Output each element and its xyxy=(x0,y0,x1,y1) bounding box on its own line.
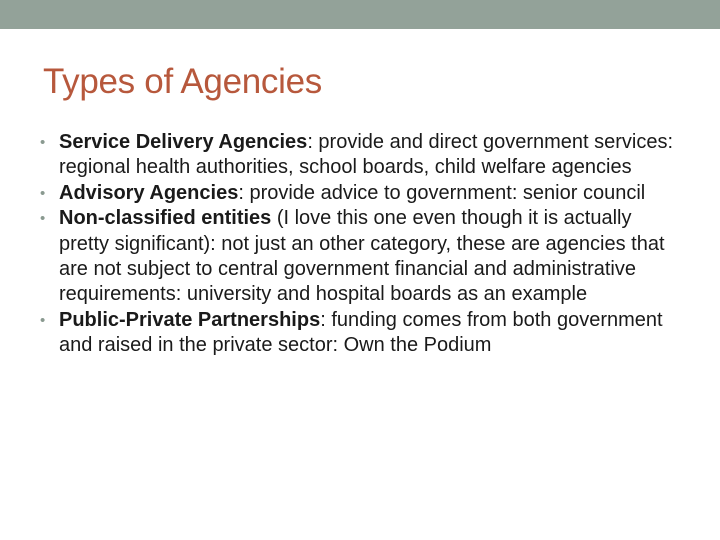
bullet-term: Non-classified entities xyxy=(59,207,272,230)
bullet-dot-icon: • xyxy=(40,134,46,151)
bullet-dot-icon: • xyxy=(40,210,46,228)
slide-title: Types of Agencies xyxy=(43,62,322,101)
bullet-dot-icon: • xyxy=(40,184,46,202)
bullet-term: Service Delivery Agencies xyxy=(59,131,308,153)
top-accent-bar xyxy=(0,0,720,29)
bullet-text: (I love this one even though it is actually pretty significant): not just an other category, these are agencies that are not subject to central government financial and administrative requirements: university and hospital boards as an example xyxy=(59,207,665,306)
bullet-item-public-private-partnerships xyxy=(40,308,680,359)
bullet-item-advisory-agencies xyxy=(40,181,680,206)
bullet-item-non-classified-entities xyxy=(40,206,680,308)
bullet-list xyxy=(40,130,680,359)
bullet-text: : provide advice to government: senior council xyxy=(238,181,646,204)
bullet-text: : funding comes from both government and raised in the private sector: Own the Podium xyxy=(59,308,663,357)
bullet-term: Public-Private Partnerships xyxy=(59,308,321,331)
bullet-term: Advisory Agencies xyxy=(59,181,239,204)
bullet-item-service-delivery-agencies xyxy=(40,130,680,181)
bullet-text: : provide and direct government services: regional health authorities, school boards, child welfare agencies xyxy=(59,131,674,179)
bullet-dot-icon: • xyxy=(40,311,46,329)
